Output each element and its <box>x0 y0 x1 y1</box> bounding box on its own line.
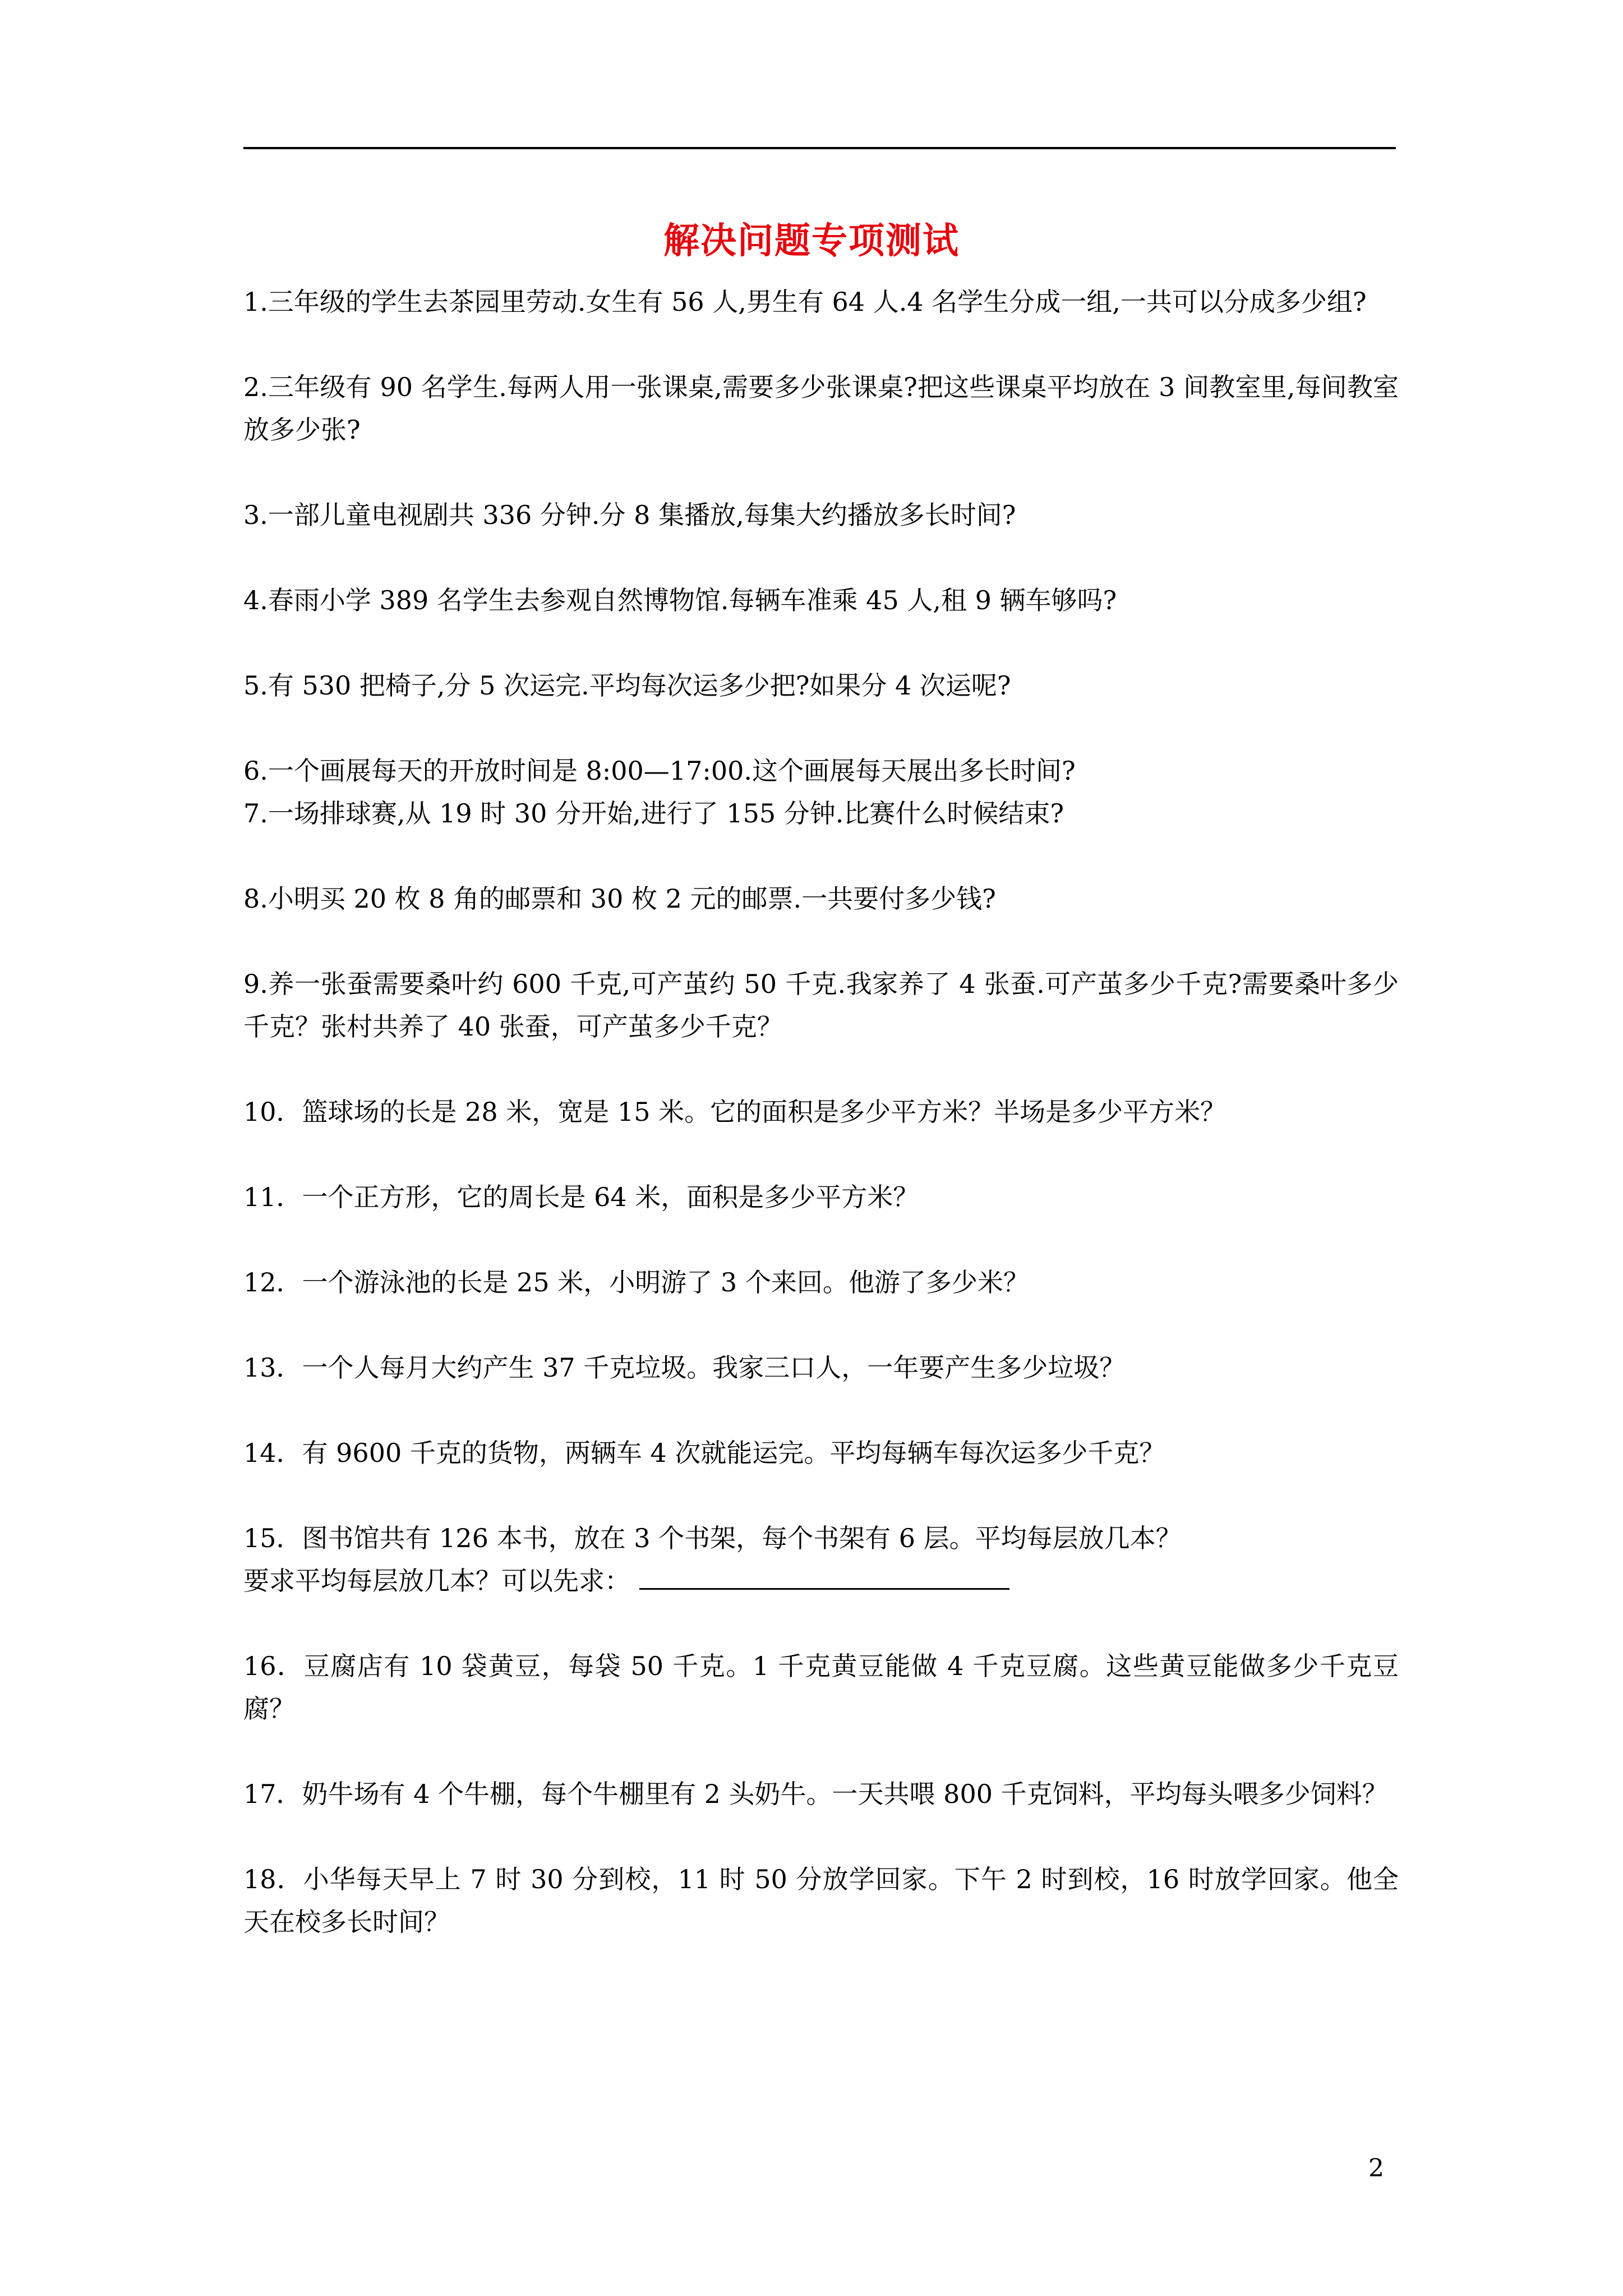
question-13: 13．一个人每月大约产生 37 千克垃圾。我家三口人，一年要产生多少垃圾？ <box>243 1352 1126 1383</box>
question-15-subprompt <box>243 1559 1399 1602</box>
header-rule <box>243 147 1396 149</box>
question-18: 18．小华每天早上 7 时 30 分到校，11 时 50 分放学回家。下午 2 时到校，16 时放学回家。他全天在校多长时间？ <box>243 1864 1399 1937</box>
question-8: 8.小明买 20 枚 8 角的邮票和 30 枚 2 元的邮票.一共要付多少钱? <box>243 884 996 914</box>
answer-blank[interactable] <box>639 1560 1009 1590</box>
question-15-subprompt-text: 要求平均每层放几本？可以先求： <box>243 1566 630 1596</box>
page-title: 解决问题专项测试 <box>663 220 960 262</box>
question-9: 9.养一张蚕需要桑叶约 600 千克,可产茧约 50 千克.我家养了 4 张蚕.可产茧多少千克?需要桑叶多少千克？张村共养了 40 张蚕，可产茧多少千克？ <box>243 969 1399 1042</box>
question-list <box>243 280 1399 1943</box>
question-15: 15．图书馆共有 126 本书，放在 3 个书架，每个书架有 6 层。平均每层放几本？ <box>243 1523 1182 1553</box>
page-number: 2 <box>1368 2154 1384 2183</box>
question-2: 2.三年级有 90 名学生.每两人用一张课桌,需要多少张课桌?把这些课桌平均放在 3 间教室里,每间教室放多少张? <box>243 372 1399 445</box>
question-10: 10．篮球场的长是 28 米，宽是 15 米。它的面积是多少平方米？半场是多少平方米？ <box>243 1097 1227 1127</box>
question-4: 4.春雨小学 389 名学生去参观自然博物馆.每辆车准乘 45 人,租 9 辆车够吗? <box>243 585 1117 615</box>
question-1: 1.三年级的学生去茶园里劳动.女生有 56 人,男生有 64 人.4 名学生分成一组,一共可以分成多少组? <box>243 287 1367 317</box>
question-16: 16．豆腐店有 10 袋黄豆，每袋 50 千克。1 千克黄豆能做 4 千克豆腐。这些黄豆能做多少千克豆腐？ <box>243 1651 1399 1724</box>
question-6: 6.一个画展每天的开放时间是 8:00—17:00.这个画展每天展出多长时间? <box>243 756 1076 786</box>
question-14: 14．有 9600 千克的货物，两辆车 4 次就能运完。平均每辆车每次运多少千克？ <box>243 1438 1165 1468</box>
question-3: 3.一部儿童电视剧共 336 分钟.分 8 集播放,每集大约播放多长时间? <box>243 500 1016 530</box>
question-12: 12．一个游泳池的长是 25 米，小明游了 3 个来回。他游了多少米？ <box>243 1267 1029 1297</box>
question-11: 11．一个正方形，它的周长是 64 米，面积是多少平方米？ <box>243 1182 919 1212</box>
question-7: 7.一场排球赛,从 19 时 30 分开始,进行了 155 分钟.比赛什么时候结束? <box>243 798 1064 829</box>
question-17: 17．奶牛场有 4 个牛棚，每个牛棚里有 2 头奶牛。一天共喂 800 千克饲料，平均每头喂多少饲料？ <box>243 1779 1388 1809</box>
question-5: 5.有 530 把椅子,分 5 次运完.平均每次运多少把?如果分 4 次运呢? <box>243 670 1011 701</box>
